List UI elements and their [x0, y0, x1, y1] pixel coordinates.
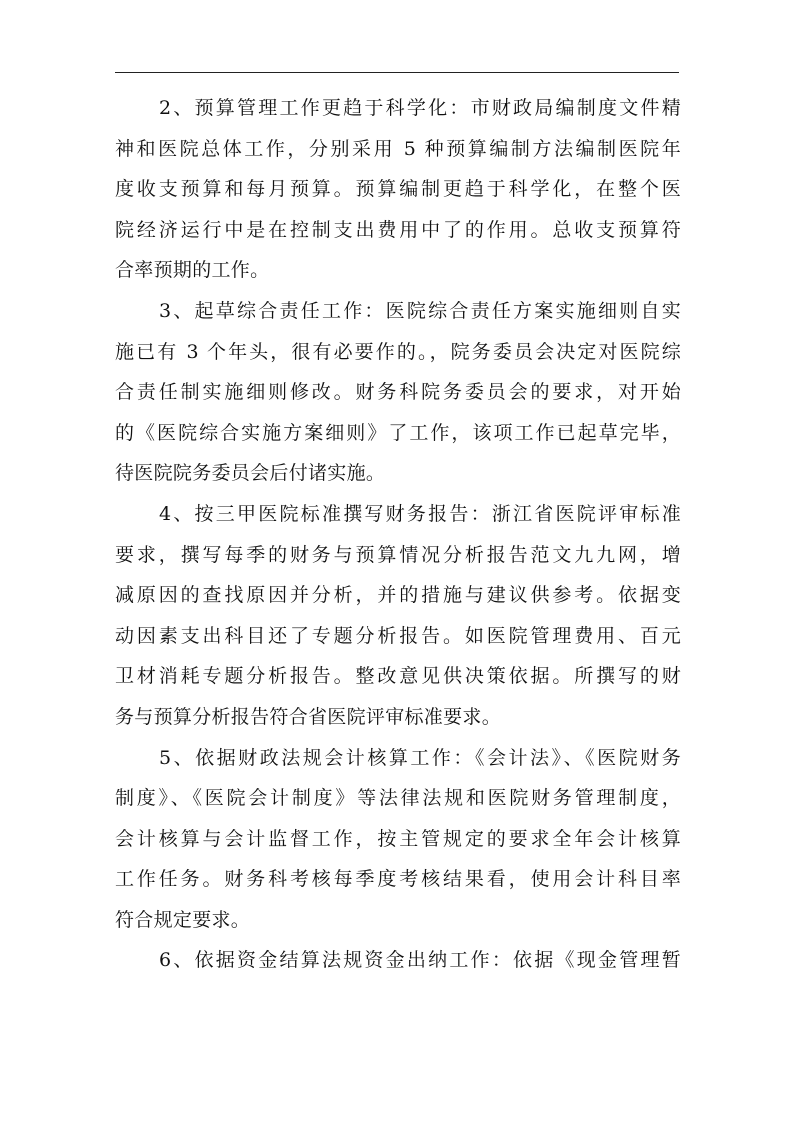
paragraph-5-line: 工作任务。财务科考核每季度考核结果看，使用会计科目率 — [115, 868, 681, 891]
paragraph-4-line: 减原因的查找原因并分析，并的措施与建议供参考。依据变 — [115, 584, 681, 607]
paragraph-5-line: 符合规定要求。 — [115, 908, 251, 931]
paragraph-3-line: 施已有 3 个年头，很有必要作的。，院务委员会决定对医院综 — [115, 340, 681, 363]
paragraph-4-line: 务与预算分析报告符合省医院评审标准要求。 — [115, 705, 502, 728]
paragraph-4-line: 4、按三甲医院标准撰写财务报告：浙江省医院评审标准 — [159, 502, 681, 525]
paragraph-4-line: 卫材消耗专题分析报告。整改意见供决策依据。所撰写的财 — [115, 665, 681, 688]
paragraph-2-line: 2、预算管理工作更趋于科学化：市财政局编制度文件精 — [159, 97, 681, 119]
paragraph-3-line: 3、起草综合责任工作：医院综合责任方案实施细则自实 — [159, 299, 681, 322]
paragraph-3-line: 的《医院综合实施方案细则》了工作，该项工作已起草完毕， — [115, 421, 681, 444]
header-rule — [115, 72, 679, 73]
paragraph-4-line: 要求，撰写每季的财务与预算情况分析报告范文九九网，增 — [115, 543, 681, 566]
paragraph-2-line: 度收支预算和每月预算。预算编制更趋于科学化，在整个医 — [115, 178, 681, 201]
paragraph-2-line: 合率预期的工作。 — [115, 259, 270, 282]
paragraph-6-line: 6、依据资金结算法规资金出纳工作：依据《现金管理暂 — [159, 949, 681, 972]
paragraph-5-line: 5、依据财政法规会计核算工作：《会计法》、《医院财务 — [159, 746, 681, 769]
paragraph-5-line: 会计核算与会计监督工作，按主管规定的要求全年会计核算 — [115, 827, 681, 850]
document-body — [115, 88, 681, 981]
paragraph-4-line: 动因素支出科目还了专题分析报告。如医院管理费用、百元 — [115, 624, 681, 647]
paragraph-5-line: 制度》、《医院会计制度》等法律法规和医院财务管理制度， — [115, 787, 681, 810]
paragraph-3-line: 合责任制实施细则修改。财务科院务委员会的要求，对开始 — [115, 381, 681, 404]
paragraph-2-line: 院经济运行中是在控制支出费用中了的作用。总收支预算符 — [115, 218, 681, 241]
paragraph-2-line: 神和医院总体工作，分别采用 5 种预算编制方法编制医院年 — [115, 137, 681, 160]
paragraph-3-line: 待医院院务委员会后付诸实施。 — [115, 462, 386, 485]
